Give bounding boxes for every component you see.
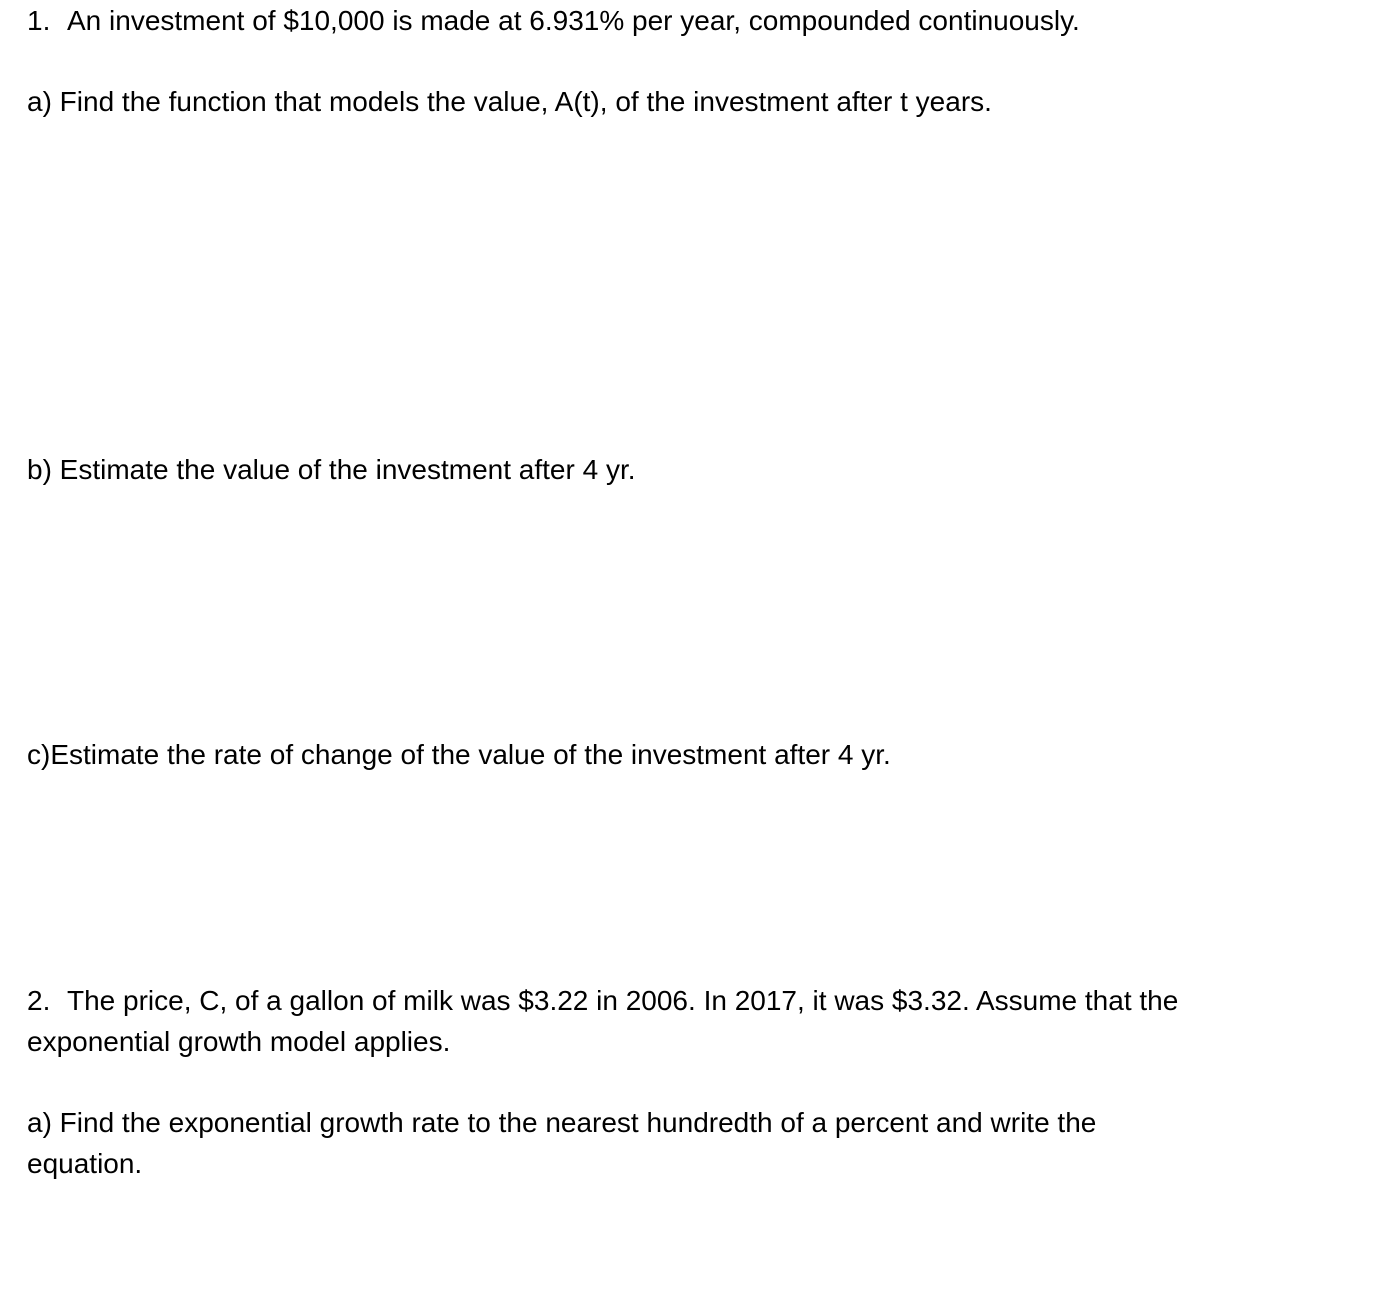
problem-2-text-1: The price, C, of a gallon of milk was $3.22 in 2006. In 2017, it was $3.32. Assume that the (67, 985, 1179, 1016)
problem-1-part-b: b) Estimate the value of the investment after 4 yr. (27, 454, 636, 485)
problem-2-statement-line-1 (27, 980, 1178, 1021)
problem-2-number: 2. (27, 985, 51, 1016)
problem-1-statement (27, 0, 1080, 41)
problem-1-part-c: c)Estimate the rate of change of the value of the investment after 4 yr. (27, 739, 891, 770)
problem-2-part-a-line-2: equation. (27, 1148, 143, 1179)
problem-2-statement-line-2: exponential growth model applies. (27, 1026, 451, 1057)
problem-2-part-a-line-1: a) Find the exponential growth rate to the nearest hundredth of a percent and write the (27, 1107, 1097, 1138)
problem-1-part-a: a) Find the function that models the value, A(t), of the investment after t years. (27, 86, 992, 117)
problem-1-number: 1. (27, 5, 51, 36)
problem-1-text: An investment of $10,000 is made at 6.931% per year, compounded continuously. (67, 5, 1080, 36)
